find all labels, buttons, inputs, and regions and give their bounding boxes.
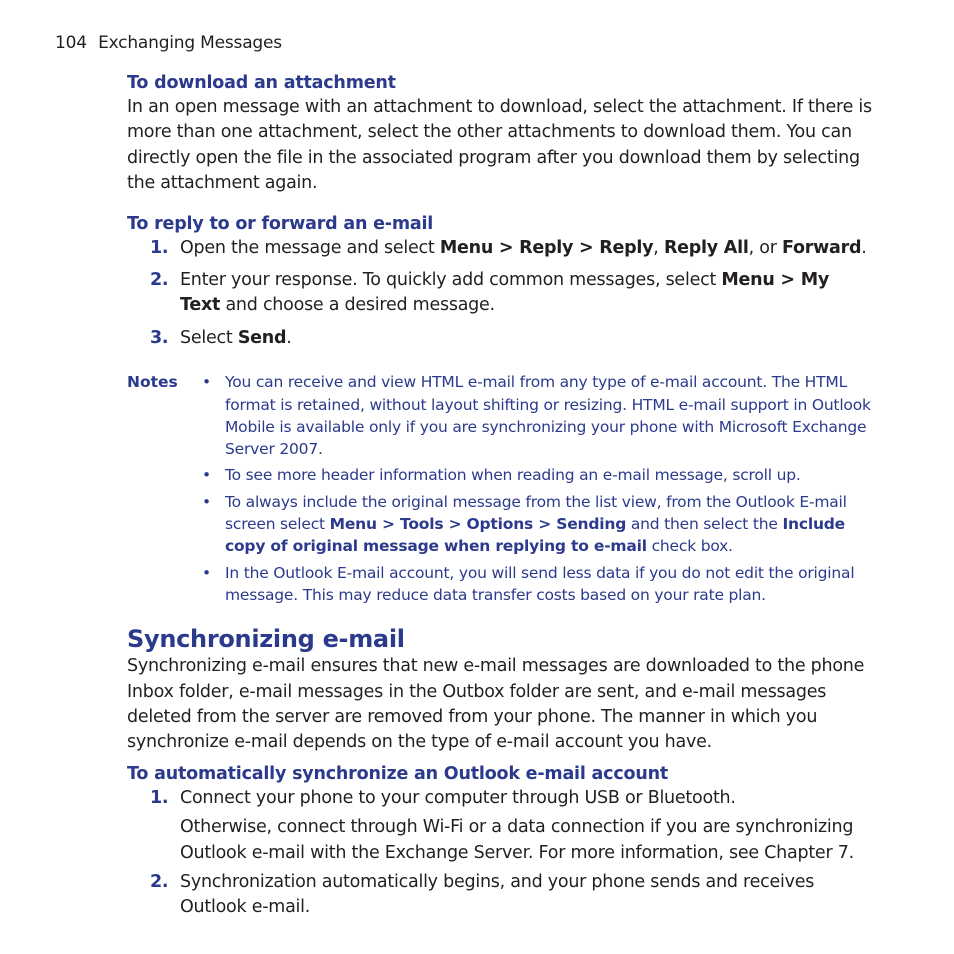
auto-sync-heading: To automatically synchronize an Outlook e-mail account: [127, 763, 669, 784]
running-header: [55, 33, 282, 53]
download-heading: To download an attachment: [127, 73, 396, 93]
step-text: .: [861, 237, 867, 258]
sync-body: Synchronizing e-mail ensures that new e-mail messages are downloaded to the phone Inbox folder, e-mail messages in the Outbox folder are sent, and e-mail messages deleted from the server are removed from your phone. The manner in which you synchronize e-mail depends on the type of e-mail account you have.: [127, 656, 865, 753]
note-text: You can receive and view HTML e-mail from any type of e-mail account. The HTML format is retained, without layout shifting or resizing. HTML e-mail support in Outlook Mobile is available only if you are synchronizing your phone with Microsoft Exchange Server 2007.: [225, 373, 871, 459]
step-number: 2.: [150, 270, 169, 291]
sync-step: [127, 870, 872, 921]
note-text: check box.: [646, 537, 733, 556]
note-item: [202, 464, 872, 486]
step-text: , or: [748, 237, 782, 258]
step-text: Synchronization automatically begins, and your phone sends and receives Outlook e-mail.: [180, 872, 815, 918]
bullet-icon: •: [202, 373, 211, 392]
step-number: 1.: [150, 237, 169, 258]
step-number: 3.: [150, 327, 169, 348]
sync-steps: [127, 786, 872, 921]
reply-steps: [127, 236, 872, 352]
reply-step: [127, 236, 872, 261]
notes-box: [127, 371, 872, 606]
step-number: 2.: [150, 872, 169, 893]
notes-list: [127, 371, 872, 606]
step-bold: Reply All: [663, 237, 749, 258]
note-text: To always include the original message from the list view, from the Outlook E-mail screen select: [225, 492, 847, 534]
step-bold: Menu > Reply > Reply: [439, 237, 654, 258]
sync-step: [127, 786, 872, 866]
running-title: Exchanging Messages: [98, 33, 282, 53]
note-item: [202, 371, 872, 460]
page-number: 104: [55, 33, 87, 53]
step-text: Open the message and select: [180, 237, 440, 258]
note-text: To see more header information when reading an e-mail message, scroll up.: [225, 466, 801, 485]
note-bold: Include copy of original message when replying to e-mail: [225, 515, 845, 556]
step-bold: Forward: [781, 237, 862, 258]
page-content: [127, 71, 872, 921]
step-bold: Menu > My Text: [180, 270, 830, 316]
step-number: 1.: [150, 787, 169, 808]
note-item: [202, 491, 872, 558]
step-text: ,: [653, 237, 664, 258]
bullet-icon: •: [202, 492, 211, 511]
step-text: and choose a desired message.: [220, 295, 495, 316]
reply-step: [127, 268, 872, 319]
notes-label: Notes: [127, 373, 178, 392]
step-text: Otherwise, connect through Wi-Fi or a data connection if you are synchronizing Outlook e-mail with the Exchange Server. For more information, see Chapter 7.: [180, 817, 854, 863]
step-text: Connect your phone to your computer through USB or Bluetooth.: [180, 787, 736, 808]
download-body: In an open message with an attachment to download, select the attachment. If there is more than one attachment, select the other attachments to download them. You can directly open the file in the associated program after you download them by selecting the attachment again.: [127, 97, 872, 194]
section-title: Synchronizing e-mail: [127, 625, 405, 654]
note-text: In the Outlook E-mail account, you will send less data if you do not edit the original message. This may reduce data transfer costs based on your rate plan.: [225, 563, 855, 604]
reply-heading: To reply to or forward an e-mail: [127, 213, 434, 234]
bullet-icon: •: [202, 563, 211, 582]
step-bold: Send: [237, 327, 287, 348]
step-text: .: [286, 327, 292, 348]
step-text: Enter your response. To quickly add common messages, select: [180, 270, 722, 291]
note-bold: Menu > Tools > Options > Sending: [329, 515, 627, 534]
note-text: and then select the: [626, 515, 783, 534]
note-item: [202, 562, 872, 607]
bullet-icon: •: [202, 466, 211, 485]
step-text: Select: [180, 327, 238, 348]
reply-step: [127, 326, 872, 351]
